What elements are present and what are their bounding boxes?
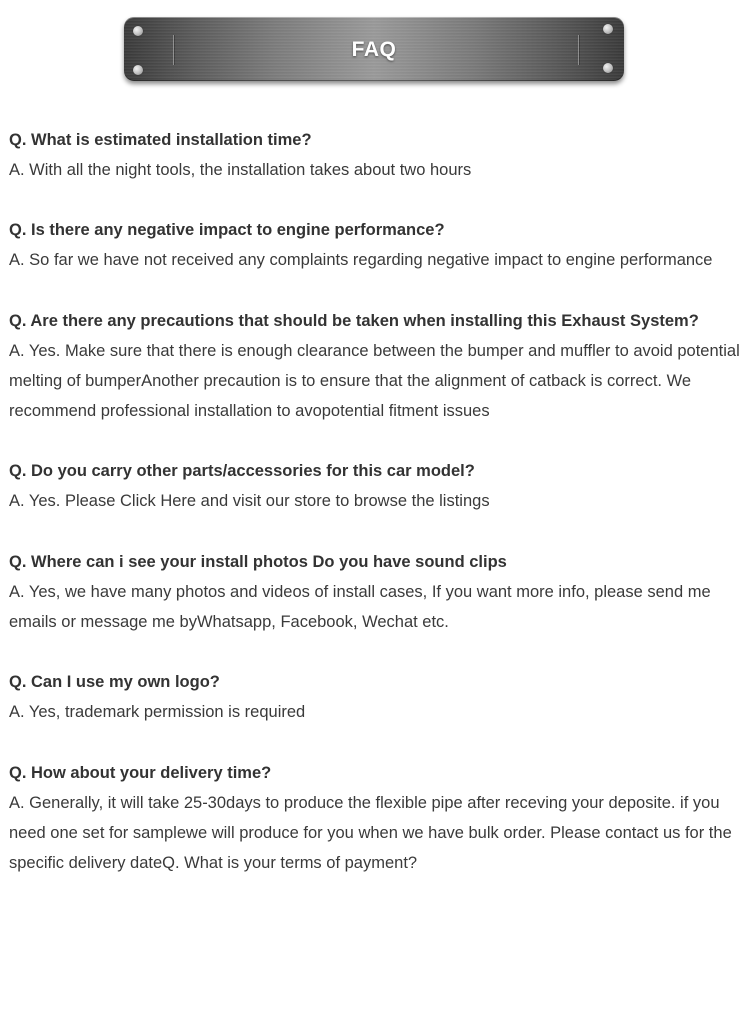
faq-answer: A. Yes. Please Click Here and visit our store to browse the listings xyxy=(9,492,490,511)
faq-question: Q. How about your delivery time? xyxy=(9,763,272,782)
faq-question: Q. Where can i see your install photos Do you have sound clips xyxy=(9,552,507,571)
faq-item xyxy=(9,547,747,638)
faq-question: Q. Do you carry other parts/accessories for this car model? xyxy=(9,462,475,481)
faq-question: Q. What is estimated installation time? xyxy=(9,131,312,149)
faq-question: Q. Is there any negative impact to engine performance? xyxy=(9,221,445,240)
faq-answer: A. So far we have not received any complaints regarding negative impact to engine performance xyxy=(9,251,713,270)
brushed-metal-plate xyxy=(124,17,624,81)
faq-answer: A. With all the night tools, the installation takes about two hours xyxy=(9,161,472,179)
faq-answer: A. Yes, we have many photos and videos of install cases, If you want more info, please send me emails or message me byWhatsapp, Facebook, Wechat etc. xyxy=(9,582,711,632)
faq-banner xyxy=(124,17,624,85)
page-title: FAQ xyxy=(351,38,397,61)
faq-answer: A. Generally, it will take 25-30days to produce the flexible pipe after receving your deposite. if you need one set for samplewe will produce for you when we have bulk order. Please contact us for the specific delivery dateQ. What is your terms of payment? xyxy=(9,793,732,873)
faq-answer: A. Yes, trademark permission is required xyxy=(9,703,306,722)
faq-question: Q. Can I use my own logo? xyxy=(9,673,220,692)
faq-item xyxy=(9,667,747,727)
faq-question: Q. Are there any precautions that should be taken when installing this Exhaust System? xyxy=(9,311,699,330)
faq-answer: A. Yes. Make sure that there is enough clearance between the bumper and muffler to avoid potential melting of bumperAnother precaution is to ensure that the alignment of catback is correct. We recommend professional installation to avopotential fitment issues xyxy=(9,341,740,421)
faq-item xyxy=(9,456,747,516)
faq-item xyxy=(9,306,747,427)
faq-item xyxy=(9,758,747,879)
faq-list xyxy=(9,125,747,909)
faq-item xyxy=(9,215,747,275)
faq-item xyxy=(9,125,747,185)
